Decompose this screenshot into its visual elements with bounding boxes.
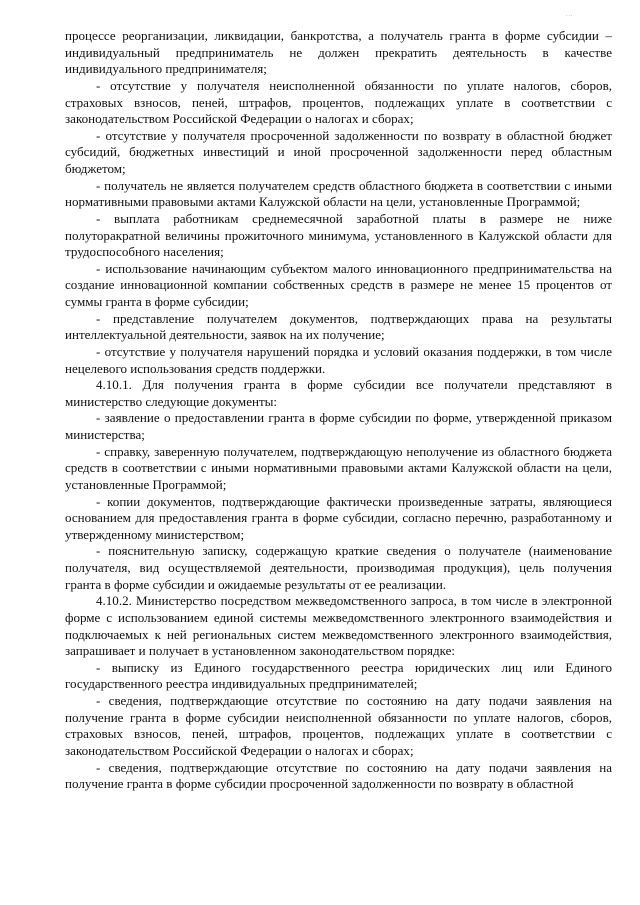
paragraph: - заявление о предоставлении гранта в форме субсидии по форме, утвержденной приказом министерства; — [65, 410, 612, 442]
paragraph: - выписку из Единого государственного реестра юридических лиц или Единого государственного реестра индивидуальных предпринимателей; — [65, 659, 612, 692]
section-paragraph: 4.10.2. Министерство посредством межведомственного запроса, в том числе в электронной форме с использованием единой системы межведомственного электронного взаимодействия и подключаемых к ней региональных систем межведомственного электронного взаимодействия, запрашивает и получает в установленном законодательством порядке: — [65, 593, 612, 659]
paragraph: - отсутствие у получателя нарушений порядка и условий оказания поддержки, в том числе нецелевого использования средств поддержки. — [65, 343, 612, 376]
paragraph: - справку, заверенную получателем, подтверждающую неполучение из областного бюджета средств в соответствии с иными нормативными правовыми актами Калужской области на цели, установленные Программой; — [65, 443, 612, 492]
corner-mark: ... — [566, 12, 574, 18]
paragraph: - получатель не является получателем средств областного бюджета в соответствии с иными нормативными правовыми актами Калужской области на цели, установленные Программой; — [65, 177, 612, 210]
paragraph: - копии документов, подтверждающие фактически произведенные затраты, являющиеся основанием для предоставления гранта в форме субсидии, согласно перечню, разработанному и утвержденному министерством; — [65, 493, 612, 542]
paragraph: процессе реорганизации, ликвидации, банкротства, а получатель гранта в форме субсидии – индивидуальный предприниматель не должен прекратить деятельность в качестве индивидуального предпринимателя; — [65, 28, 612, 77]
paragraph: - отсутствие у получателя неисполненной обязанности по уплате налогов, сборов, страховых взносов, пеней, штрафов, процентов, подлежащих уплате в соответствии с законодательством Российской Федерации о налогах и сборах; — [65, 77, 612, 127]
paragraph: - выплата работникам среднемесячной заработной платы в размере не ниже полуторакратной величины прожиточного минимума, установленного в Калужской области для трудоспособного населения; — [65, 210, 612, 260]
paragraph: - сведения, подтверждающие отсутствие по состоянию на дату подачи заявления на получение гранта в форме субсидии просроченной задолженности по возврату в областной — [65, 759, 612, 792]
document-body — [65, 28, 612, 793]
paragraph: - сведения, подтверждающие отсутствие по состоянию на дату подачи заявления на получение гранта в форме субсидии неисполненной обязанности по уплате налогов, сборов, страховых взносов, пеней, штрафов, процентов, подлежащих уплате в соответствии с законодательством Российской Федерации о налогах и сборах; — [65, 693, 612, 758]
paragraph: - использование начинающим субъектом малого инновационного предпринимательства на создание инновационной компании собственных средств в размере не менее 15 процентов от суммы гранта в форме субсидии; — [65, 260, 612, 309]
paragraph: - пояснительную записку, содержащую краткие сведения о получателе (наименование получателя, вид осуществляемой деятельности, производимая продукция), цель получения гранта в форме субсидии и ожидаемые результаты от ее реализации. — [65, 543, 612, 592]
paragraph: - представление получателем документов, подтверждающих права на результаты интеллектуальной деятельности, заявок на их получение; — [65, 310, 612, 343]
paragraph: - отсутствие у получателя просроченной задолженности по возврату в областной бюджет субсидий, бюджетных инвестиций и иной просроченной задолженности перед областным бюджетом; — [65, 127, 612, 176]
section-paragraph: 4.10.1. Для получения гранта в форме субсидии все получатели представляют в министерство следующие документы: — [65, 377, 612, 409]
